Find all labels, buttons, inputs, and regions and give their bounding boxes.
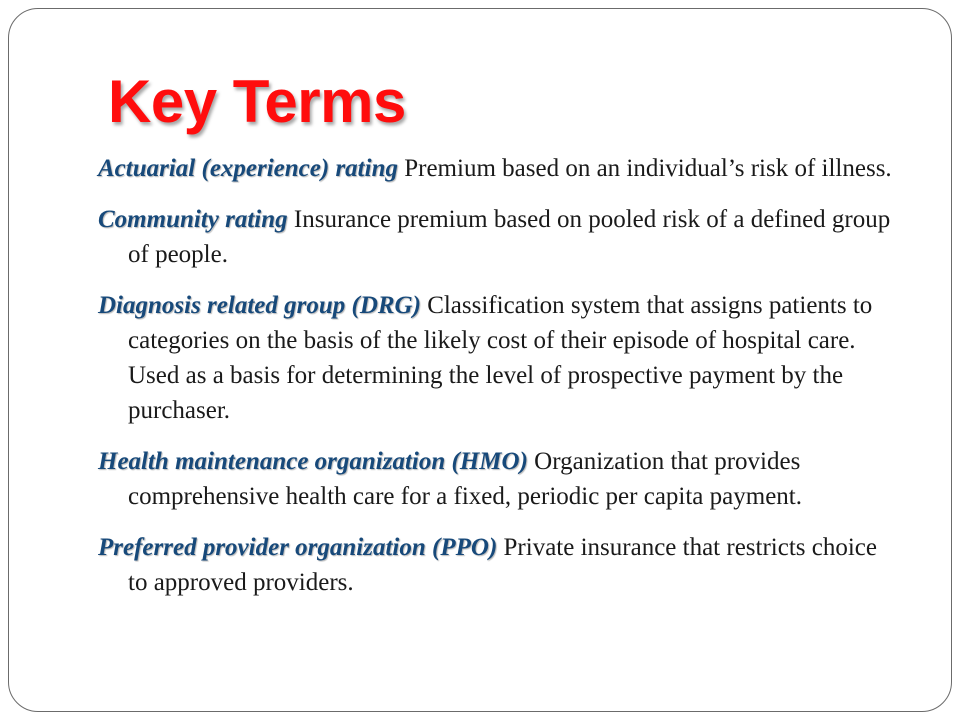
term-definition: Private insurance that restricts choice to approved providers. — [128, 534, 877, 596]
term-definition: Insurance premium based on pooled risk of a defined group of people. — [128, 206, 891, 268]
term-item-ppo — [98, 530, 898, 600]
term-name: Diagnosis related group (DRG) — [98, 292, 421, 319]
term-item-actuarial-rating — [98, 151, 898, 186]
term-name: Community rating — [98, 206, 288, 233]
term-name: Actuarial (experience) rating — [98, 155, 398, 182]
slide-title: Key Terms — [108, 68, 406, 135]
term-name: Health maintenance organization (HMO) — [98, 448, 528, 475]
term-definition: Premium based on an individual’s risk of illness. — [404, 155, 892, 182]
term-item-community-rating — [98, 202, 898, 272]
term-definition: Classification system that assigns patients to categories on the basis of the likely cost of their episode of hospital care. Used as a basis for determining the level of prospective payment by the purchaser. — [128, 292, 873, 424]
term-name: Preferred provider organization (PPO) — [98, 534, 498, 561]
key-terms-list — [98, 151, 898, 616]
term-definition: Organization that provides comprehensive health care for a fixed, periodic per capita payment. — [128, 448, 802, 510]
term-item-hmo — [98, 444, 898, 514]
term-item-drg — [98, 288, 898, 428]
